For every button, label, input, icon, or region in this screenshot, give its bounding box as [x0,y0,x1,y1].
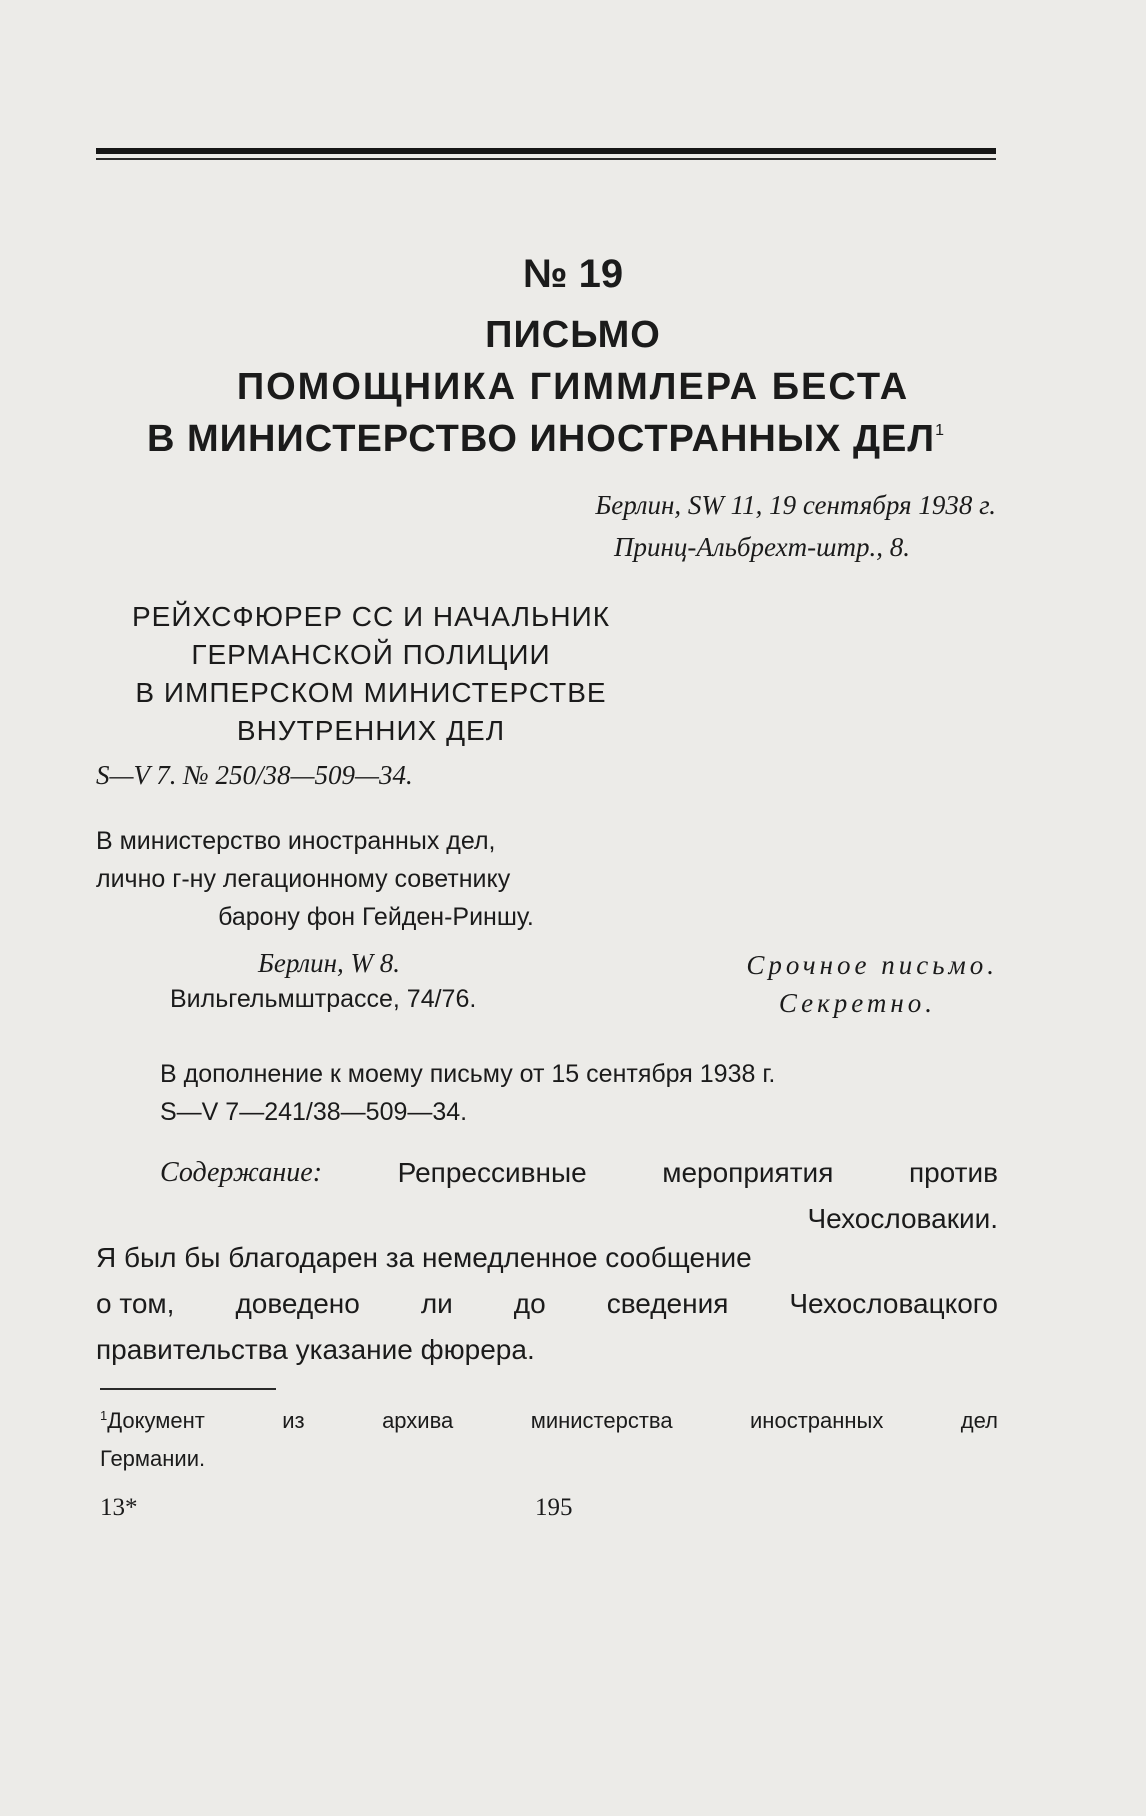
addressee-city: Берлин, W 8. [258,948,401,978]
body-line-2 [96,1281,998,1327]
footnote-word: иностранных [750,1408,884,1433]
top-rule [96,148,996,154]
document-number: № 19 [522,252,624,296]
sender-line: ГЕРМАНСКОЙ ПОЛИЦИИ [191,639,551,670]
addendum-line-1: В дополнение к моему письму от 15 сентября 1938 г. [160,1060,776,1088]
letter-body [96,1235,998,1373]
body-word: до [513,1288,546,1319]
footnote-mark: 1 [100,1408,108,1423]
title-line-2: ПОМОЩНИКА ГИММЛЕРА БЕСТА [236,366,910,408]
sender-line: РЕЙХСФЮРЕР СС И НАЧАЛЬНИК [131,601,611,632]
addressee-street: Вильгельмштрассе, 74/76. [170,985,477,1013]
place-date-line-1: Берлин, SW 11, 19 сентября 1938 г. [595,490,996,520]
title-line-3-text: В МИНИСТЕРСТВО ИНОСТРАННЫХ ДЕЛ [147,418,936,460]
footnote-word: архива [382,1408,454,1433]
footnote-word: министерства [530,1408,673,1433]
body-word: о том, [96,1288,175,1319]
addressee-line: В министерство иностранных дел, [96,827,496,855]
addressee-line: барону фон Гейден-Риншу. [218,903,534,931]
footnote-line-1 [100,1408,998,1434]
content-line-1 [160,1150,998,1196]
footnote-word: Документ [107,1408,205,1433]
body-line-3: правительства указание фюрера. [96,1334,535,1365]
marking-urgent: Срочное письмо. [746,950,998,980]
content-label: Содержание: [160,1157,323,1188]
body-line-1-text: Я был бы благодарен за немедленное сообщение [96,1242,752,1273]
top-rule-thin [96,158,996,160]
sender-header [96,598,646,750]
place-date-line-2: Принц-Альбрехт-штр., 8. [614,532,910,562]
title-footnote-mark: 1 [935,422,945,439]
content-line-2: Чехословакии. [807,1203,998,1234]
body-word: ли [420,1288,453,1319]
page-number: 195 [535,1494,573,1521]
footnote-first [100,1408,205,1434]
addendum-line-2: S—V 7—241/38—509—34. [160,1098,468,1126]
reference-number: S—V 7. № 250/38—509—34. [96,760,413,790]
footnote-rule [100,1388,276,1390]
footnote-word: дел [960,1408,998,1433]
body-word: сведения [606,1288,729,1319]
sender-line: ВНУТРЕННИХ ДЕЛ [236,715,506,746]
footnote-line-2: Германии. [100,1446,206,1471]
content-word: против [908,1157,998,1188]
content-word: мероприятия [662,1157,834,1188]
signature-mark: 13* [100,1494,138,1521]
addressee-block [96,822,656,936]
sender-line: В ИМПЕРСКОМ МИНИСТЕРСТВЕ [135,677,607,708]
footnote-word: из [282,1408,305,1433]
marking-secret: Секретно. [778,988,936,1018]
content-word: Репрессивные [397,1157,587,1188]
addressee-line: лично г-ну легационному советнику [96,865,511,893]
body-word: Чехословацкого [789,1288,998,1319]
title-line-3 [96,418,996,461]
body-line-1 [96,1235,998,1281]
content-subject [160,1150,998,1242]
body-word: доведено [235,1288,360,1319]
title-line-1: ПИСЬМО [485,314,661,356]
